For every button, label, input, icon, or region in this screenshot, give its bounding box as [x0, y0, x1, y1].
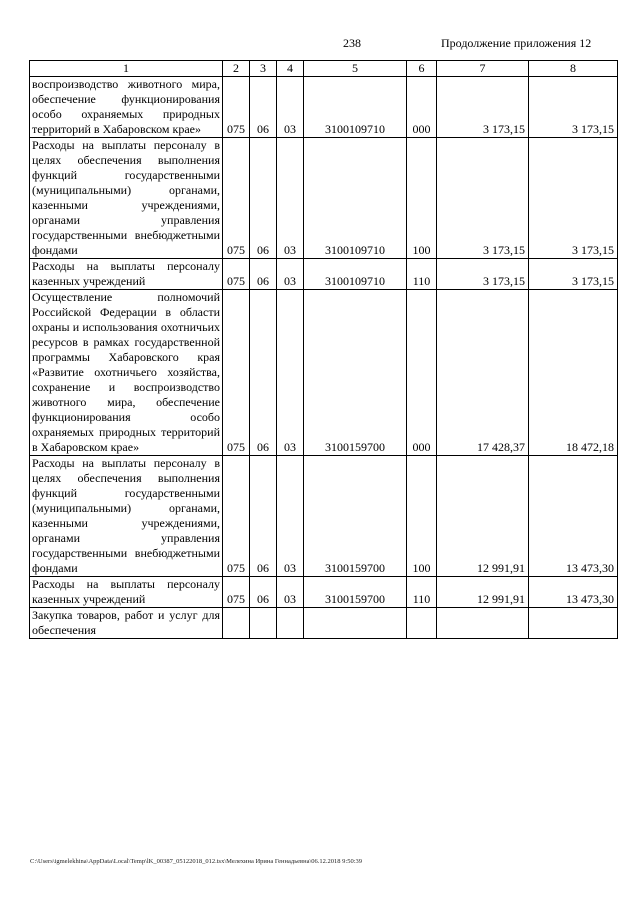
subsection-code: 03 [277, 577, 304, 608]
subsection-code [277, 608, 304, 639]
amount-col8: 3 173,15 [529, 259, 618, 290]
target-article-code: 3100109710 [304, 77, 407, 138]
amount-col8: 13 473,30 [529, 577, 618, 608]
amount-col8: 3 173,15 [529, 77, 618, 138]
expense-name: Расходы на выплаты персоналу в целях обеспечения выполнения функций государственными (муниципальными) органами, казенными учреждениями, органами управления государственными внебюджетными фондами [30, 456, 223, 577]
amount-col8: 13 473,30 [529, 456, 618, 577]
column-header: 1 [30, 61, 223, 77]
table-row [30, 138, 618, 259]
budget-table [29, 60, 618, 639]
column-header-row [30, 61, 618, 77]
amount-col8: 3 173,15 [529, 138, 618, 259]
target-article-code: 3100159700 [304, 290, 407, 456]
target-article-code: 3100109710 [304, 138, 407, 259]
ministry-code: 075 [223, 259, 250, 290]
amount-col7: 3 173,15 [437, 259, 529, 290]
amount-col7: 3 173,15 [437, 138, 529, 259]
column-header: 2 [223, 61, 250, 77]
section-code: 06 [250, 259, 277, 290]
amount-col7 [437, 608, 529, 639]
expense-name: Закупка товаров, работ и услуг для обеспечения [30, 608, 223, 639]
subsection-code: 03 [277, 456, 304, 577]
section-code: 06 [250, 290, 277, 456]
target-article-code: 3100109710 [304, 259, 407, 290]
expense-name: Расходы на выплаты персоналу в целях обеспечения выполнения функций государственными (муниципальными) органами, казенными учреждениями, органами управления государственными внебюджетными фондами [30, 138, 223, 259]
section-code [250, 608, 277, 639]
expense-type-code: 000 [407, 77, 437, 138]
target-article-code: 3100159700 [304, 577, 407, 608]
subsection-code: 03 [277, 77, 304, 138]
target-article-code: 3100159700 [304, 456, 407, 577]
section-code: 06 [250, 577, 277, 608]
expense-type-code: 110 [407, 577, 437, 608]
page-header [0, 36, 640, 56]
amount-col8 [529, 608, 618, 639]
subsection-code: 03 [277, 290, 304, 456]
ministry-code: 075 [223, 290, 250, 456]
section-code: 06 [250, 138, 277, 259]
expense-name: воспроизводство животного мира, обеспечение функционирования особо охраняемых природных территорий в Хабаровском крае» [30, 77, 223, 138]
expense-type-code [407, 608, 437, 639]
expense-type-code: 110 [407, 259, 437, 290]
table-row [30, 577, 618, 608]
header-note: Продолжение приложения 12 [441, 36, 592, 50]
amount-col7: 12 991,91 [437, 456, 529, 577]
amount-col7: 17 428,37 [437, 290, 529, 456]
table-row [30, 290, 618, 456]
column-header: 5 [304, 61, 407, 77]
ministry-code [223, 608, 250, 639]
ministry-code: 075 [223, 77, 250, 138]
column-header: 6 [407, 61, 437, 77]
table-row [30, 608, 618, 639]
footer-file-path: C:\Users\igmelekhina\AppData\Local\Temp\lK_00387_05122018_012.tsx\Мелехина Ирина Геннадьевна\06.12.2018 9:50:39 [30, 858, 363, 865]
amount-col8: 18 472,18 [529, 290, 618, 456]
ministry-code: 075 [223, 138, 250, 259]
column-header: 8 [529, 61, 618, 77]
expense-name: Расходы на выплаты персоналу казенных учреждений [30, 577, 223, 608]
expense-type-code: 000 [407, 290, 437, 456]
page-number: 238 [343, 36, 361, 50]
ministry-code: 075 [223, 456, 250, 577]
column-header: 7 [437, 61, 529, 77]
amount-col7: 3 173,15 [437, 77, 529, 138]
expense-type-code: 100 [407, 138, 437, 259]
table-row [30, 77, 618, 138]
subsection-code: 03 [277, 138, 304, 259]
section-code: 06 [250, 77, 277, 138]
table-row [30, 456, 618, 577]
amount-col7: 12 991,91 [437, 577, 529, 608]
column-header: 4 [277, 61, 304, 77]
table-row [30, 259, 618, 290]
ministry-code: 075 [223, 577, 250, 608]
section-code: 06 [250, 456, 277, 577]
expense-name: Осуществление полномочий Российской Федерации в области охраны и использования охотничьих ресурсов в рамках государственной программы Хабаровского края «Развитие охотничьего хозяйства, сохранение и воспроизводство животного мира, обеспечение функционирования особо охраняемых природных территорий в Хабаровском крае» [30, 290, 223, 456]
expense-type-code: 100 [407, 456, 437, 577]
target-article-code [304, 608, 407, 639]
column-header: 3 [250, 61, 277, 77]
subsection-code: 03 [277, 259, 304, 290]
expense-name: Расходы на выплаты персоналу казенных учреждений [30, 259, 223, 290]
